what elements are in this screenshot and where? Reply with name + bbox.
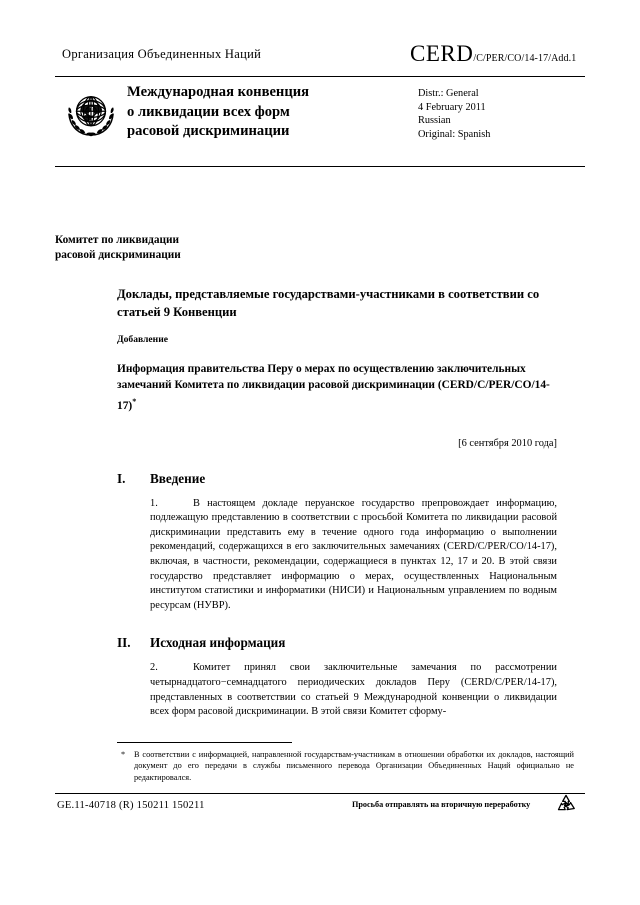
paragraph-2 [117, 661, 557, 719]
title-band [55, 80, 585, 164]
paragraph-number: 2. [150, 662, 158, 674]
document-subtitle-text: Информация правительства Перу о мерах по осуществлению заключительных замечаний Комитета по ликвидации расовой дискриминации (CERD/C/PER/CO/14-17) [117, 363, 550, 412]
paragraph-number: 1. [150, 497, 158, 509]
title-band-divider [55, 166, 585, 167]
footnote-text: В соответствии с информацией, направленной государствам-участникам в отношении обработки их докладов, настоящий документ до его передачи в службы письменного перевода Организации Объединенных Наций официально не редактировался. [134, 750, 574, 782]
section-numeral: I. [117, 470, 126, 486]
subtitle-footnote-mark: * [132, 396, 137, 406]
document-body [117, 286, 557, 720]
paragraph-1 [117, 497, 557, 614]
job-number: GE.11-40718 (R) 150211 150211 [57, 800, 205, 811]
footnote-mark: * [121, 750, 126, 759]
addendum-label: Добавление [117, 334, 168, 345]
committee-name-line-1: Комитет по ликвидации [55, 234, 180, 246]
section-title: Исходная информация [150, 635, 286, 651]
masthead-divider [55, 76, 585, 77]
convention-title [127, 83, 417, 142]
section-title: Введение [150, 470, 206, 486]
convention-title-line-3: расовой дискриминации [127, 123, 290, 139]
footer-divider [55, 793, 585, 794]
document-date: 4 February 2011 [418, 101, 486, 113]
masthead [55, 41, 585, 69]
section-heading-background [117, 635, 557, 651]
footnote [117, 749, 574, 783]
convention-title-line-1: Международная конвенция [127, 84, 310, 100]
date-received: [6 сентября 2010 года] [458, 437, 557, 449]
section-numeral: II. [117, 635, 131, 651]
page-content-area [55, 0, 585, 905]
document-symbol-prefix: CERD [410, 41, 474, 66]
document-subtitle [117, 361, 557, 414]
organization-name: Организация Объединенных Наций [62, 47, 262, 61]
distribution-block [418, 87, 490, 141]
recycling-icon [553, 792, 579, 816]
document-symbol-suffix: /C/PER/CO/14-17/Add.1 [473, 53, 577, 64]
paragraph-text: Комитет принял свои заключительные замечания по рассмотрении четырнадцатого−семнадцатого периодических докладов Перу (CERD/C/PER/14-17), представленных в соответствии со статьей 9 Международной конвенции о ликвидации всех форм расовой дискриминации. В этой связи Комитет сформу- [150, 662, 557, 718]
section-heading-introduction [117, 471, 557, 487]
distribution-line: Distr.: General [418, 88, 479, 99]
committee-name [55, 233, 355, 262]
original-language: Original: Spanish [418, 128, 491, 140]
convention-title-line-2: о ликвидации всех форм [127, 103, 290, 120]
document-language: Russian [418, 115, 451, 127]
committee-name-line-2: расовой дискриминации [55, 248, 181, 261]
document-symbol [410, 41, 576, 67]
recycle-notice: Просьба отправлять на вторичную переработку [352, 800, 531, 809]
document-title: Доклады, представляемые государствами-участниками в соответствии со статьей 9 Конвенции [117, 287, 540, 319]
paragraph-text: В настоящем докладе перуанское государство препровождает информацию, подлежащую представлению в соответствии с просьбой Комитета по ликвидации расовой дискриминации представить ему в течение одного года информацию о выполнении рекомендаций, содержащихся в его заключительных замечаниях (CERD/C/PER/CO/14-17), включая, в частности, рекомендации, содержащиеся в пунктах 12, 17 и 20. В этой связи государство представляет информацию о мерах, осуществленных Национальным институтом статистики и информатики (НИСИ) и Национальным управлением по водным ресурсам (НУВР). [150, 497, 557, 611]
un-emblem-icon [62, 84, 120, 142]
footnote-divider [117, 742, 292, 743]
